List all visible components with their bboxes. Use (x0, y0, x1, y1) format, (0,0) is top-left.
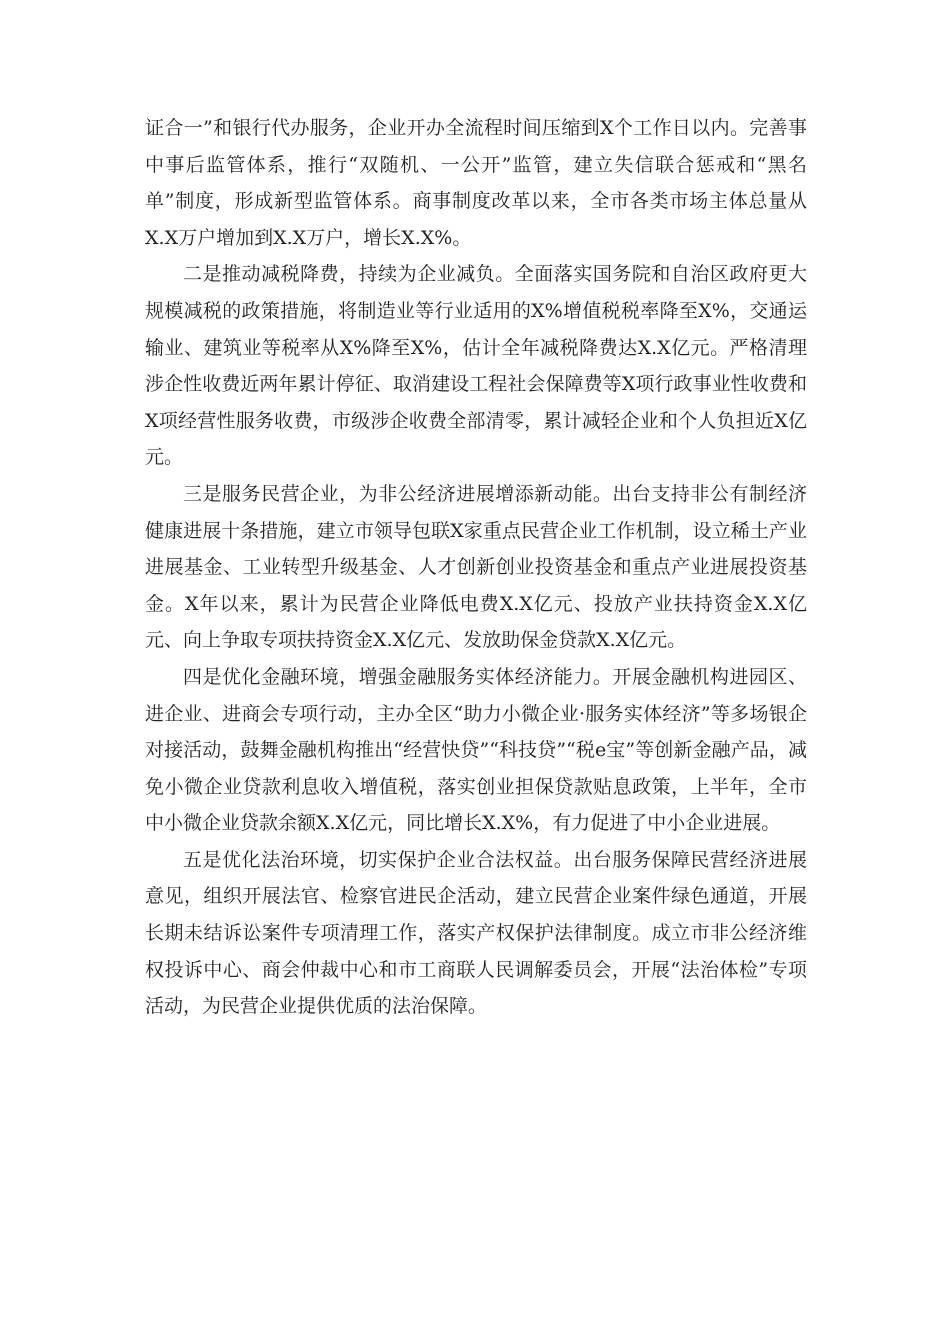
paragraph-legal-environment: 五是优化法治环境，切实保护企业合法权益。出台服务保障民营经济进展意见，组织开展法官、检察官进民企活动，建立民营企业案件绿色通道，开展长期未结诉讼案件专项清理工作，落实产权保护法律制度。成立市非公经济维权投诉中心、商会仲裁中心和市工商联人民调解委员会，开展“法治体检”专项活动，为民营企业提供优质的法治保障。 (145, 848, 807, 1018)
paragraph-tax-reduction: 二是推动减税降费，持续为企业减负。全面落实国务院和自治区政府更大规模减税的政策措施，将制造业等行业适用的X%增值税税率降至X%，交通运输业、建筑业等税率从X%降至X%，估计全年减税降费达X.X亿元。严格清理涉企性收费近两年累计停征、取消建设工程社会保障费等X项行政事业性收费和X项经营性服务收费，市级涉企收费全部清零，累计减轻企业和个人负担近X亿元。 (145, 263, 807, 469)
paragraph-finance-environment: 四是优化金融环境，增强金融服务实体经济能力。开展金融机构进园区、进企业、进商会专项行动，主办全区“助力小微企业·服务实体经济”等多场银企对接活动，鼓舞金融机构推出“经营快贷”“科技贷”“税e宝”等创新金融产品，减免小微企业贷款利息收入增值税，落实创业担保贷款贴息政策，上半年，全市中小微企业贷款余额X.X亿元，同比增长X.X%，有力促进了中小企业进展。 (145, 665, 807, 835)
paragraph-private-enterprise: 三是服务民营企业，为非公经济进展增添新动能。出台支持非公有制经济健康进展十条措施，建立市领导包联X家重点民营企业工作机制，设立稀土产业进展基金、工业转型升级基金、人才创新创业投资基金和重点产业进展投资基金。X年以来，累计为民营企业降低电费X.X亿元、投放产业扶持资金X.X亿元、向上争取专项扶持资金X.X亿元、发放助保金贷款X.X亿元。 (145, 482, 807, 652)
document-page (145, 110, 807, 1025)
paragraph-continuation: 证合一”和银行代办服务，企业开办全流程时间压缩到X个工作日以内。完善事中事后监管体系，推行“双随机、一公开”监管，建立失信联合惩戒和“黑名单”制度，形成新型监管体系。商事制度改革以来，全市各类市场主体总量从X.X万户增加到X.X万户，增长X.X%。 (145, 117, 807, 249)
